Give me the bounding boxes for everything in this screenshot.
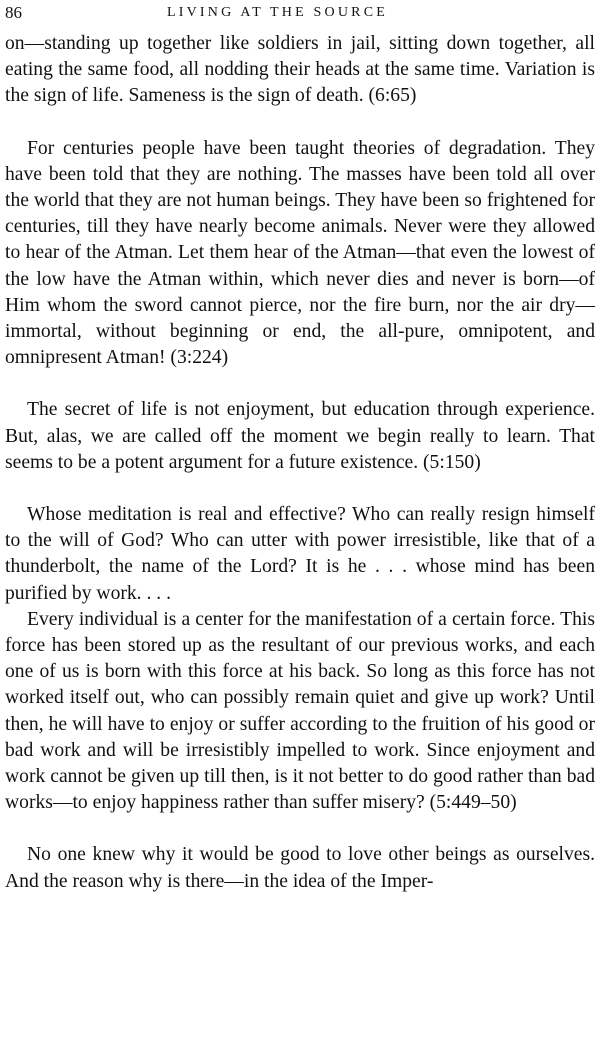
page-number: 86: [5, 3, 22, 22]
paragraph: Whose meditation is real and effective? Who can really resign himself to the will of God? Who can utter with power irresistible, like that of a thunderbolt, the name of the Lord? It is he . . . whose mind has been purified by work. . . .: [5, 504, 595, 604]
page-header: [5, 2, 595, 24]
body-text: [5, 31, 595, 895]
paragraph: No one knew why it would be good to love other beings as ourselves. And the reason why is there—in the idea of the Imper-: [5, 844, 595, 892]
running-head: LIVING AT THE SOURCE: [167, 5, 388, 20]
paragraph-continued: on—standing up together like soldiers in jail, sitting down together, all eating the same food, all nodding their heads at the same time. Variation is the sign of life. Sameness is the sign of death. (6:65): [5, 33, 595, 107]
paragraph: For centuries people have been taught theories of degradation. They have been told that they are nothing. The masses have been told all over the world that they are not human beings. They have been so frightened for centuries, till they have nearly become animals. Never were they allowed to hear of the Atman. Let them hear of the Atman—that even the lowest of the low have the Atman within, which never dies and never is born—of Him whom the sword cannot pierce, nor the fire burn, nor the air dry—immortal, without beginning or end, the all-pure, omnipotent, and omnipresent Atman! (3:224): [5, 137, 595, 369]
paragraph: Every individual is a center for the manifestation of a certain force. This force has been stored up as the resultant of our previous works, and each one of us is born with this force at his back. So long as this force has not worked itself out, who can possibly remain quiet and give up work? Until then, he will have to enjoy or suffer according to the fruition of his good or bad work and will be irresistibly impelled to work. Since enjoyment and work cannot be given up till then, is it not better to do good rather than bad works—to enjoy happiness rather than suffer misery? (5:449–50): [5, 608, 595, 814]
paragraph: The secret of life is not enjoyment, but education through experience. But, alas, we are called off the moment we begin really to learn. That seems to be a potent argument for a future existence. (5:150): [5, 399, 595, 473]
